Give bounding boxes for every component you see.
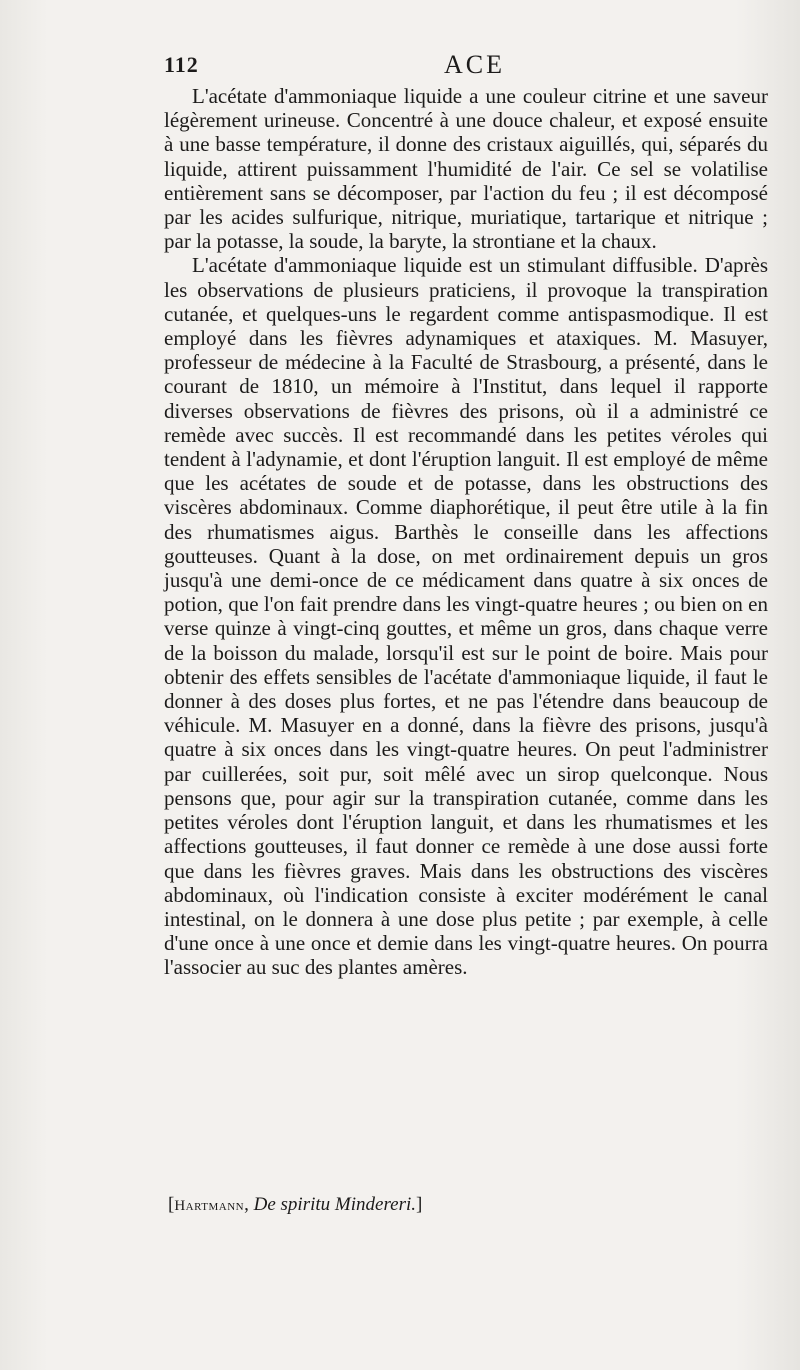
page-number: 112 bbox=[164, 52, 199, 77]
citation-author: Hartmann bbox=[174, 1198, 245, 1214]
paragraph-therapeutic-use: L'acétate d'ammoniaque liquide est un stimulant diffusible. D'après les observations de plusieurs praticiens, il provoque la transpiration cutanée, et quelques-uns le regardent comme antispasmodique. Il est employé dans les fièvres adynamiques et ataxiques. M. Masuyer, professeur de médecine à la Faculté de Strasbourg, a présenté, dans le courant de 1810, un mémoire à l'Institut, dans lequel il rapporte diverses observations de fièvres des prisons, où il a administré ce remède avec succès. Il est recommandé dans les petites véroles qui tendent à l'adynamie, et dont l'éruption languit. Il est employé de même que les acétates de soude et de potasse, dans les obstructions des viscères abdominaux. Comme diaphorétique, il peut être utile à la fin des rhumatismes aigus. Barthès le conseille dans les affections goutteuses. Quant à la dose, on met ordinairement depuis un gros jusqu'à une demi-once de ce médicament dans quatre à six onces de potion, que l'on fait prendre dans les vingt-quatre heures ; ou bien on en verse quinze à vingt-cinq gouttes, et même un gros, dans chaque verre de la boisson du malade, lorsqu'il est sur le point de boire. Mais pour obtenir des effets sensibles de l'acétate d'ammoniaque liquide, il faut le donner à des doses plus fortes, et ne pas l'étendre dans beaucoup de véhicule. M. Masuyer en a donné, dans la fièvre des prisons, jusqu'à quatre à six onces dans les vingt-quatre heures. On peut l'administrer par cuillerées, soit pur, soit mêlé avec un sirop quelconque. Nous pensons que, pour agir sur la transpiration cutanée, comme dans les petites véroles dont l'éruption languit, et dans les rhumatismes et les affections goutteuses, il faut donner ce remède à une dose aussi forte que dans les fièvres graves. Mais dans les obstructions des viscères abdominaux, où l'indication consiste à exciter modérément le canal intestinal, on le donnera à une dose plus petite ; par exemple, à celle d'une once à une once et demie dans les vingt-quatre heures. On pourra l'associer au suc des plantes amères. bbox=[164, 253, 768, 980]
source-citation bbox=[168, 1194, 422, 1216]
paragraph-properties: L'acétate d'ammoniaque liquide a une couleur citrine et une saveur légèrement urineuse. Concentré à une douce chaleur, et exposé ensuite à une basse température, il donne des cristaux aiguillés, qui, séparés du liquide, attirent puissamment l'humidité de l'air. Ce sel se volatilise entièrement sans se décomposer, par l'action du feu ; il est décomposé par les acides sulfurique, nitrique, muriatique, tartarique et nitrique ; par la potasse, la soude, la baryte, la strontiane et la chaux. bbox=[164, 84, 768, 254]
body-text bbox=[164, 84, 768, 980]
citation-work-title: De spiritu Mindereri. bbox=[253, 1194, 416, 1215]
citation-separator: , bbox=[244, 1194, 254, 1215]
running-head: ACE bbox=[444, 50, 505, 79]
citation-close-bracket: ] bbox=[416, 1194, 423, 1215]
page-header bbox=[164, 50, 764, 84]
citation-open-bracket: [ bbox=[168, 1194, 175, 1215]
